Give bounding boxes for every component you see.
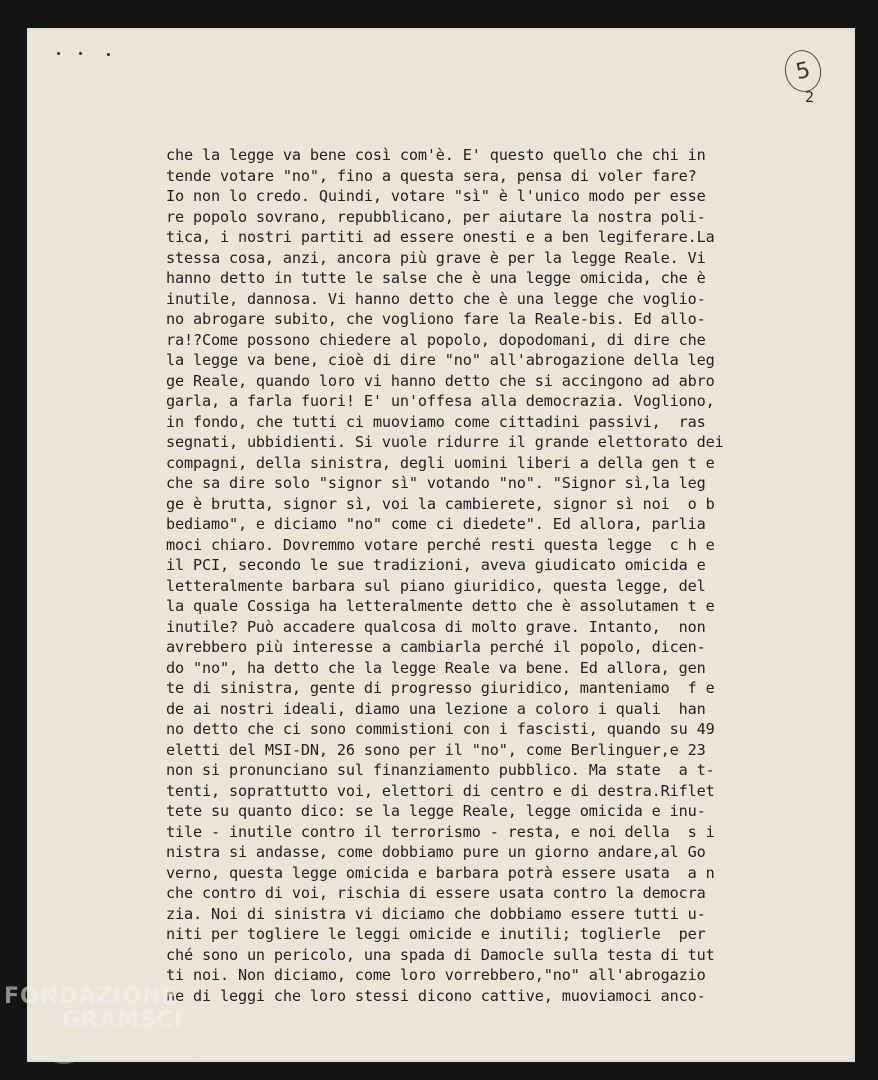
stamp-number: 5 (793, 57, 813, 85)
text-line: verno, questa legge omicida e barbara potrà essere usata a n (166, 863, 715, 882)
text-line: ge è brutta, signor sì, voi la cambierete, signor sì noi o b (166, 494, 715, 513)
text-line: tile - inutile contro il terrorismo - resta, e noi della s i (166, 822, 715, 841)
paper-speck (107, 53, 110, 56)
text-line: eletti del MSI-DN, 26 sono per il "no", come Berlinguer,e 23 (166, 740, 706, 759)
text-line: re popolo sovrano, repubblicano, per aiutare la nostra poli- (166, 207, 706, 226)
paper-speck (79, 52, 82, 55)
text-line: inutile, dannosa. Vi hanno detto che è una legge che voglio- (166, 289, 706, 308)
text-line: inutile? Può accadere qualcosa di molto grave. Intanto, non (166, 617, 706, 636)
text-line: Io non lo credo. Quindi, votare "sì" è l'unico modo per esse (166, 187, 706, 205)
text-line: do "no", ha detto che la legge Reale va bene. Ed allora, gen (166, 658, 706, 677)
text-line: moci chiaro. Dovremmo votare perché resti questa legge c h e (166, 535, 715, 554)
text-line: compagni, della sinistra, degli uomini liberi a della gen t e (166, 453, 715, 472)
text-line: tende votare "no", fino a questa sera, pensa di voler fare? (166, 166, 697, 185)
text-line: zia. Noi di sinistra vi diciamo che dobbiamo essere tutti u- (166, 904, 706, 923)
watermark-sub: onlus (178, 1050, 203, 1060)
text-line: che la legge va bene così com'è. E' questo quello che chi in (166, 146, 706, 164)
text-line: ra!?Come possono chiedere al popolo, dopodomani, di dire che (166, 330, 706, 349)
text-line: bediamo", e diciamo "no" come ci diedete". Ed allora, parlia (166, 515, 706, 533)
text-line: hanno detto in tutte le salse che è una legge omicida, che è (166, 269, 706, 287)
typed-text-body (166, 145, 836, 1006)
watermark (4, 985, 183, 1033)
watermark-line-1: FONDAZIONE (4, 984, 178, 1009)
watermark-line-2: GRAMSCI (62, 1008, 184, 1033)
text-line: ti noi. Non diciamo, come loro vorrebbero,"no" all'abrogazio (166, 966, 706, 984)
text-line: letteralmente barbara sul piano giuridico, questa legge, del (166, 576, 706, 595)
text-line: che contro di voi, rischia di essere usata contro la democra (166, 884, 706, 902)
text-line: avrebbero più interesse a cambiarla perché il popolo, dicen- (166, 638, 706, 656)
text-line: segnati, ubbidienti. Si vuole ridurre il grande elettorato dei (166, 433, 724, 451)
text-line: niti per togliere le leggi omicide e inutili; toglierle per (166, 925, 706, 943)
text-line: te di sinistra, gente di progresso giuridico, manteniamo f e (166, 679, 715, 697)
text-line: tica, i nostri partiti ad essere onesti e a ben legiferare.La (166, 228, 715, 246)
text-line: la quale Cossiga ha letteralmente detto che è assolutamen t e (166, 597, 715, 615)
text-line: tenti, soprattutto voi, elettori di centro e di destra.Riflet (166, 781, 715, 800)
text-line: ché sono un pericolo, una spada di Damocle sulla testa di tut (166, 945, 715, 964)
text-line: no detto che ci sono commistioni con i fascisti, quando su 49 (166, 720, 715, 738)
document-page (27, 28, 855, 1062)
text-line: no abrogare subito, che vogliono fare la Reale-bis. Ed allo- (166, 310, 706, 328)
text-line: nistra si andasse, come dobbiamo pure un giorno andare,al Go (166, 843, 706, 861)
text-line: che sa dire solo "signor sì" votando "no". "Signor sì,la leg (166, 474, 706, 492)
text-line: il PCI, secondo le sue tradizioni, aveva giudicato omicida e (166, 556, 706, 574)
text-line: tete su quanto dico: se la legge Reale, legge omicida e inu- (166, 802, 706, 820)
text-line: non si pronunciano sul finanziamento pubblico. Ma state a t- (166, 761, 715, 779)
text-line: ne di leggi che loro stessi dicono cattive, muoviamoci anco- (166, 986, 706, 1005)
text-line: garla, a farla fuori! E' un'offesa alla democrazia. Vogliono, (166, 392, 715, 410)
text-line: ge Reale, quando loro vi hanno detto che si accingono ad abro (166, 371, 715, 390)
text-line: stessa cosa, anzi, ancora più grave è per la legge Reale. Vi (166, 248, 706, 267)
archive-stamp (781, 47, 825, 96)
text-line: in fondo, che tutti ci muoviamo come cittadini passivi, ras (166, 412, 706, 431)
text-line: de ai nostri ideali, diamo una lezione a coloro i quali han (166, 699, 706, 718)
text-line: la legge va bene, cioè di dire "no" all'abrogazione della leg (166, 351, 715, 369)
page-number: 2 (805, 88, 815, 106)
paper-speck (57, 52, 60, 55)
